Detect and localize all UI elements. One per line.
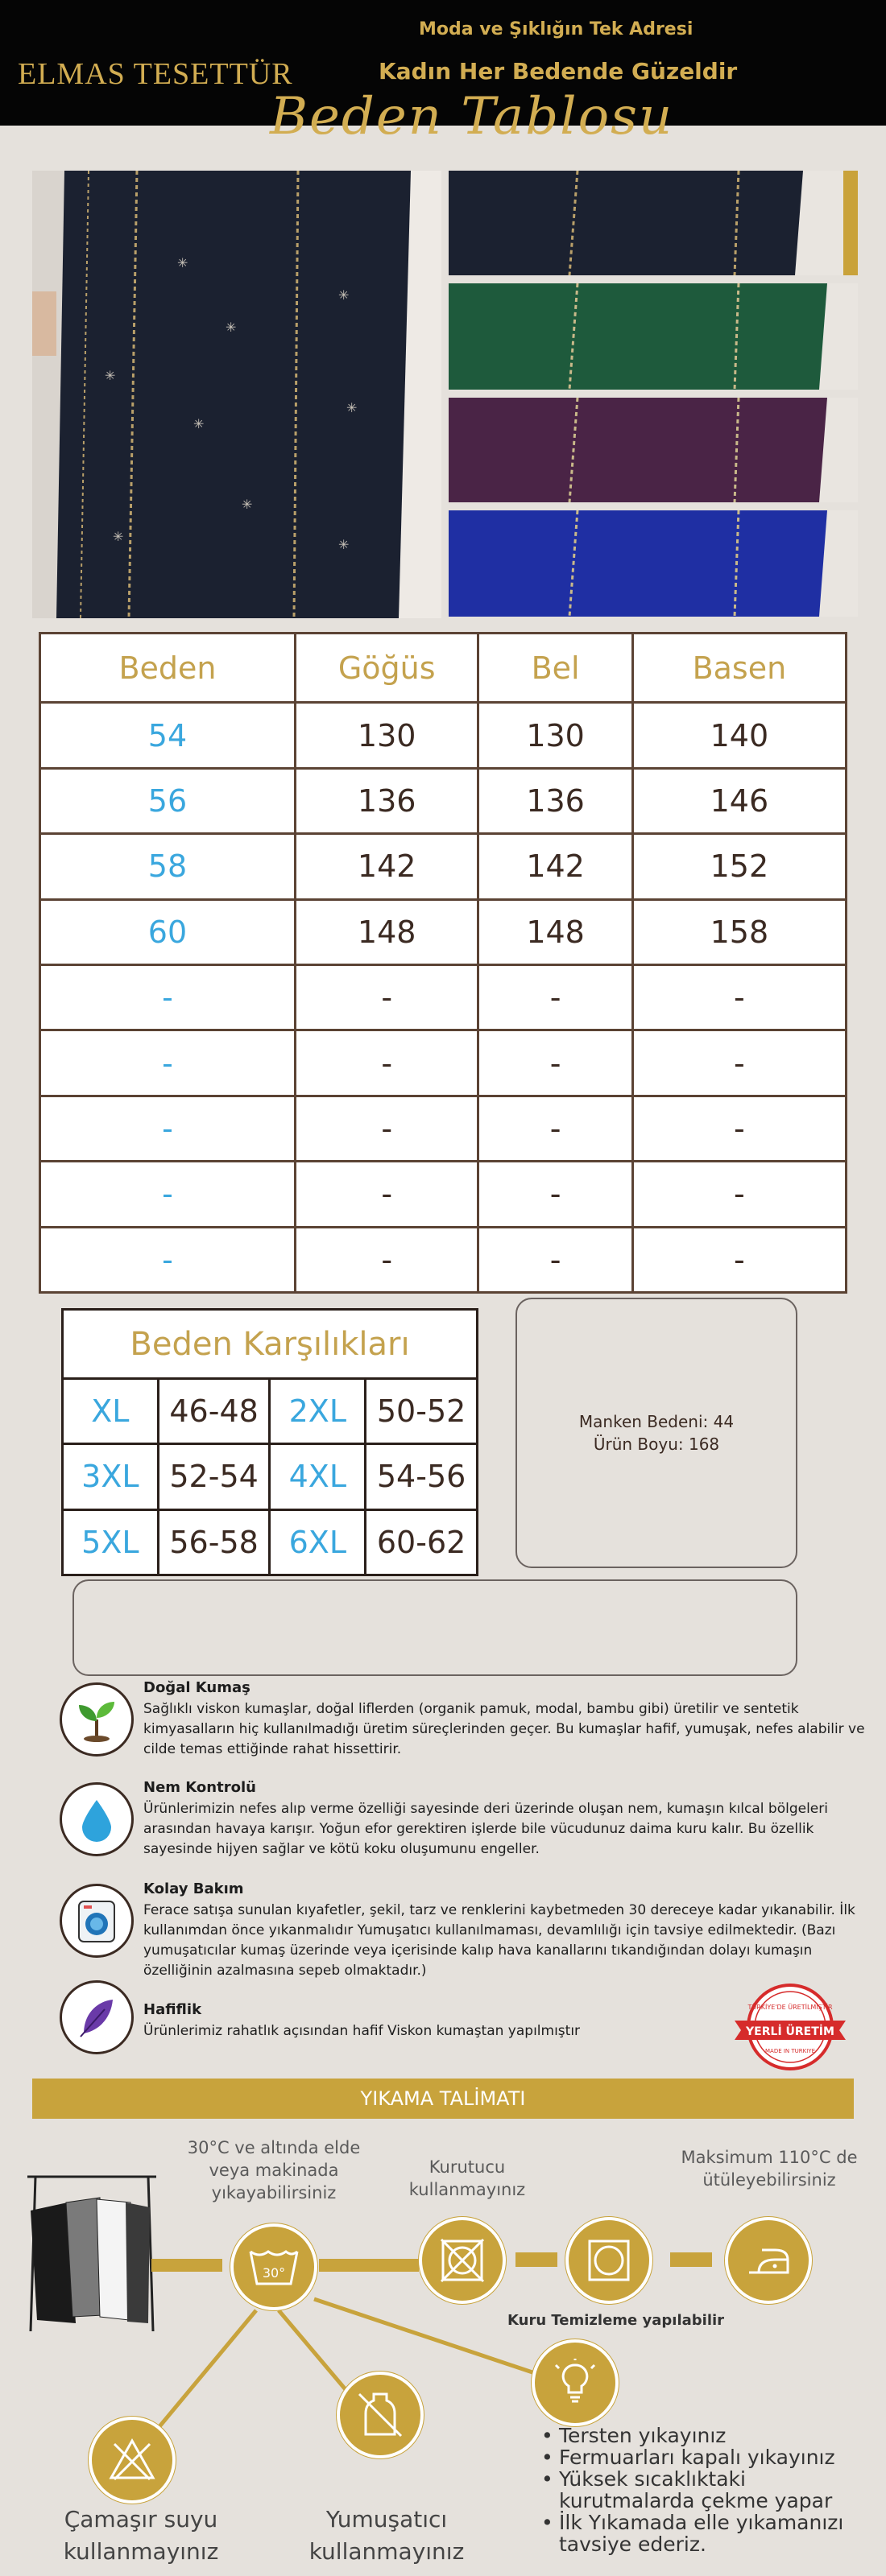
- feature-title: Doğal Kumaş: [143, 1679, 250, 1696]
- svg-text:✳: ✳: [346, 400, 358, 415]
- table-row: [40, 899, 847, 964]
- numeric-range: 56-58: [158, 1509, 270, 1575]
- size-equivalents-table: [61, 1308, 478, 1576]
- tagline-top: Moda ve Şıklığın Tek Adresi: [419, 19, 693, 39]
- wash-tips-list: [538, 2425, 876, 2555]
- chest-cell: 130: [295, 703, 478, 768]
- size-cell: 54: [40, 703, 296, 768]
- hip-cell: -: [632, 1096, 846, 1161]
- chest-cell: -: [295, 964, 478, 1030]
- letter-size: 2XL: [270, 1379, 366, 1444]
- feature-title: Hafiflik: [143, 2001, 202, 2018]
- chest-cell: 142: [295, 834, 478, 899]
- product-photo-blue: [449, 510, 858, 617]
- letter-size: 4XL: [270, 1444, 366, 1509]
- product-photo-purple: [449, 398, 858, 502]
- waist-cell: -: [478, 1096, 632, 1161]
- waist-cell: 148: [478, 899, 632, 964]
- svg-text:✳: ✳: [113, 529, 124, 544]
- dry-clean-icon: [532, 2339, 619, 2426]
- chest-cell: 148: [295, 899, 478, 964]
- wash-temp-symbol: 30°: [262, 2265, 286, 2281]
- letter-size: 3XL: [63, 1444, 159, 1509]
- no-dryer-label: Kurutucu kullanmayınız: [408, 2157, 526, 2199]
- no-softener-label: Yumuşatıcı kullanmayınız: [308, 2506, 465, 2565]
- model-info-box: [515, 1298, 797, 1568]
- badge-main-text: YERLİ ÜRETİM: [746, 2025, 834, 2038]
- numeric-range: 54-56: [366, 1444, 478, 1509]
- svg-text:✳: ✳: [338, 537, 350, 552]
- badge-top-text: TÜRKİYE'DE ÜRETİLMİŞTİR: [747, 2004, 833, 2011]
- wash-30-icon: [230, 2223, 317, 2310]
- size-cell: -: [40, 1030, 296, 1096]
- size-cell: -: [40, 964, 296, 1030]
- header-gogus: Göğüs: [295, 634, 478, 703]
- table-row: [63, 1509, 478, 1575]
- waist-cell: 130: [478, 703, 632, 768]
- chest-cell: -: [295, 1227, 478, 1292]
- hip-cell: -: [632, 964, 846, 1030]
- feature-text: Sağlıklı viskon kumaşlar, doğal liflerden (organik pamuk, modal, bambu gibi) üretilir ve sentetik kimyasalların hiç kullanılmadığı üretim süreçlerinden geçer. Bu kumaşlar hafif, yumuşak, nefes alabilir ve cilde temas ettiğinde rahat hissettirir.: [143, 1701, 865, 1757]
- waist-cell: 136: [478, 768, 632, 833]
- chest-cell: -: [295, 1030, 478, 1096]
- table-row: [40, 1096, 847, 1161]
- header-beden: Beden: [40, 634, 296, 703]
- wash-30-label: 30°C ve altında elde veya makinada yıkayabilirsiniz: [187, 2138, 361, 2202]
- dry-clean-label: Kuru Temizleme yapılabilir: [507, 2312, 725, 2329]
- letter-size: 5XL: [63, 1509, 159, 1575]
- list-item: • İlk Yıkamada elle yıkamanızı tavsiye ederiz.: [538, 2512, 876, 2555]
- chest-cell: -: [295, 1162, 478, 1227]
- size-chart-table: [39, 632, 847, 1294]
- sprout-icon: [60, 1682, 134, 1757]
- svg-text:✳: ✳: [177, 255, 188, 270]
- table-row: [40, 768, 847, 833]
- hip-cell: 152: [632, 834, 846, 899]
- waist-cell: -: [478, 964, 632, 1030]
- no-bleach-icon: [89, 2417, 176, 2504]
- connector-line: [670, 2252, 712, 2267]
- product-photo-black: [449, 171, 858, 275]
- no-bleach-label: Çamaşır suyu kullanmayınız: [63, 2506, 219, 2565]
- tagline-main: Kadın Her Bedende Güzeldir: [379, 58, 738, 85]
- numeric-range: 60-62: [366, 1509, 478, 1575]
- product-photo-green: [449, 283, 858, 390]
- table-row: [40, 1162, 847, 1227]
- hip-cell: -: [632, 1030, 846, 1096]
- numeric-range: 46-48: [158, 1379, 270, 1444]
- list-item: • Fermuarları kapalı yıkayınız: [538, 2446, 876, 2468]
- equivalents-title: Beden Karşılıkları: [63, 1310, 478, 1379]
- chest-cell: 136: [295, 768, 478, 833]
- letter-size: XL: [63, 1379, 159, 1444]
- hip-cell: 146: [632, 768, 846, 833]
- numeric-range: 50-52: [366, 1379, 478, 1444]
- feature-title: Nem Kontrolü: [143, 1779, 256, 1796]
- washing-machine-icon: [60, 1884, 134, 1958]
- numeric-range: 52-54: [158, 1444, 270, 1509]
- model-size: Manken Bedeni: 44: [578, 1412, 735, 1431]
- hip-cell: -: [632, 1162, 846, 1227]
- connector-line: [319, 2259, 419, 2272]
- feather-icon: [60, 1980, 134, 2054]
- feature-text: Ürünlerimiz rahatlık açısından hafif Viskon kumaştan yapılmıştır: [143, 2023, 581, 2039]
- size-cell: 58: [40, 834, 296, 899]
- brand-name: ELMAS TESETTÜR: [18, 57, 293, 91]
- svg-text:✳: ✳: [193, 416, 205, 431]
- size-cell: 60: [40, 899, 296, 964]
- empty-note-box: [72, 1579, 797, 1676]
- waist-cell: -: [478, 1162, 632, 1227]
- product-length: Ürün Boyu: 168: [593, 1435, 720, 1454]
- water-drop-icon: [60, 1782, 134, 1856]
- letter-size: 6XL: [270, 1509, 366, 1575]
- size-chart-header: [40, 634, 847, 703]
- svg-text:✳: ✳: [338, 287, 350, 303]
- connector-line: [151, 2259, 222, 2272]
- feature-text: Ferace satışa sunulan kıyafetler, şekil, tarz ve renklerini kaybetmeden 30 dereceye kadar yıkanabilir. İlk kullanımdan önce yıkanmalıdır Yumuşatıcı kullanılmaması, devamlılığı için tavsiye edilmektedir. (Bazı yumuşatıcılar kumaş üzerinde veya içerisinde kalıp hava kanallarını tıkandığından dolayı kumaşın özelliğinin azalmasına sepeb olmaktadır.): [143, 1902, 855, 1979]
- badge-bottom-text: MADE IN TURKIYE: [764, 2048, 816, 2054]
- hip-cell: -: [632, 1227, 846, 1292]
- table-row: [40, 964, 847, 1030]
- svg-text:✳: ✳: [105, 368, 116, 383]
- feature-text: Ürünlerimizin nefes alıp verme özelliği sayesinde deri üzerinde oluşan nem, kumaşın kılcal bölgeleri arasından havaya karışır. Yoğun efor gerektiren işlerde bile vücudunuz daima kuru kalır. Bu özellik sayesinde hijyen sağlar ve kötü koku oluşumunu engeller.: [143, 1801, 828, 1857]
- dry-clean-tumble-icon: [565, 2217, 652, 2304]
- list-item: • Yüksek sıcaklıktaki kurutmalarda çekme yapar: [538, 2468, 876, 2512]
- list-item: • Tersten yıkayınız: [538, 2425, 876, 2446]
- iron-icon: [725, 2217, 812, 2304]
- size-cell: -: [40, 1096, 296, 1161]
- waist-cell: -: [478, 1030, 632, 1096]
- table-row: [40, 1030, 847, 1096]
- header-basen: Basen: [632, 634, 846, 703]
- product-photo-main: [32, 171, 441, 618]
- size-cell: -: [40, 1162, 296, 1227]
- table-row: [40, 1227, 847, 1292]
- svg-text:✳: ✳: [242, 497, 253, 512]
- table-row: [40, 703, 847, 768]
- made-in-turkey-badge: [733, 1982, 847, 2072]
- no-dryer-icon: [419, 2217, 506, 2304]
- hip-cell: 140: [632, 703, 846, 768]
- hip-cell: 158: [632, 899, 846, 964]
- chest-cell: -: [295, 1096, 478, 1161]
- table-row: [63, 1444, 478, 1509]
- waist-cell: 142: [478, 834, 632, 899]
- page-title: Beden Tablosu: [270, 87, 674, 147]
- svg-text:✳: ✳: [226, 320, 237, 335]
- table-row: [63, 1379, 478, 1444]
- wash-instructions-bar: YIKAMA TALİMATI: [32, 2079, 854, 2119]
- waist-cell: -: [478, 1227, 632, 1292]
- table-row: [40, 834, 847, 899]
- feature-title: Kolay Bakım: [143, 1880, 244, 1897]
- header-bel: Bel: [478, 634, 632, 703]
- size-cell: -: [40, 1227, 296, 1292]
- size-cell: 56: [40, 768, 296, 833]
- no-softener-icon: [337, 2372, 424, 2458]
- connector-line: [515, 2252, 557, 2267]
- iron-label: Maksimum 110°C de ütüleyebilirsiniz: [681, 2148, 858, 2190]
